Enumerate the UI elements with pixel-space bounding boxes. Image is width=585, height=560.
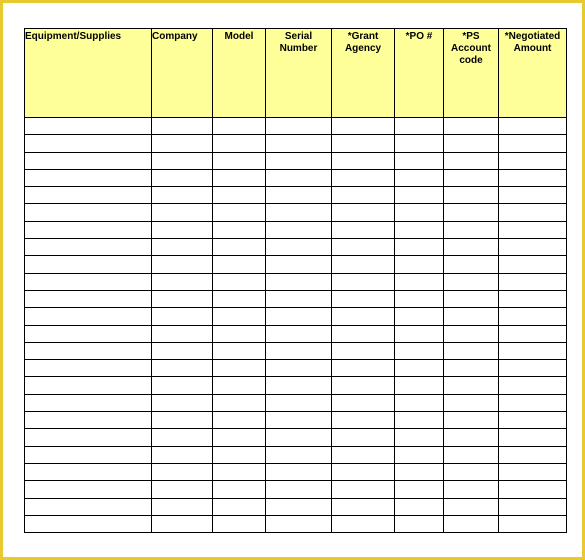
table-cell[interactable] — [499, 135, 567, 152]
table-cell[interactable] — [395, 325, 444, 342]
table-cell[interactable] — [395, 152, 444, 169]
column-header-equipment-supplies — [25, 29, 152, 118]
table-cell[interactable] — [266, 498, 332, 515]
table-cell[interactable] — [395, 273, 444, 290]
table-cell[interactable] — [332, 412, 395, 429]
table-cell[interactable] — [152, 152, 213, 169]
table-cell[interactable] — [499, 273, 567, 290]
table-cell[interactable] — [332, 187, 395, 204]
table-cell[interactable] — [332, 360, 395, 377]
table-cell[interactable] — [152, 498, 213, 515]
table-row — [25, 325, 567, 342]
table-cell[interactable] — [395, 239, 444, 256]
table-cell[interactable] — [499, 394, 567, 411]
table-cell[interactable] — [332, 446, 395, 463]
table-cell[interactable] — [444, 256, 499, 273]
column-header-company — [152, 29, 213, 118]
table-row — [25, 169, 567, 186]
table-cell[interactable] — [499, 169, 567, 186]
table-cell[interactable] — [152, 481, 213, 498]
table-cell[interactable] — [152, 463, 213, 480]
table-cell[interactable] — [332, 463, 395, 480]
table-cell[interactable] — [499, 239, 567, 256]
table-row — [25, 515, 567, 532]
table-row — [25, 412, 567, 429]
table-cell[interactable] — [25, 446, 152, 463]
table-cell[interactable] — [332, 221, 395, 238]
table-cell[interactable] — [266, 239, 332, 256]
table-cell[interactable] — [499, 498, 567, 515]
table-cell[interactable] — [213, 187, 266, 204]
table-cell[interactable] — [213, 342, 266, 359]
table-cell[interactable] — [266, 429, 332, 446]
table-cell[interactable] — [444, 515, 499, 532]
table-cell[interactable] — [444, 377, 499, 394]
table-cell[interactable] — [213, 239, 266, 256]
table-cell[interactable] — [444, 481, 499, 498]
table-cell[interactable] — [444, 342, 499, 359]
column-header-label: *PO # — [405, 31, 433, 42]
table-cell[interactable] — [25, 239, 152, 256]
table-cell[interactable] — [152, 239, 213, 256]
table-cell[interactable] — [395, 394, 444, 411]
table-cell[interactable] — [395, 412, 444, 429]
table-cell[interactable] — [266, 463, 332, 480]
table-cell[interactable] — [152, 308, 213, 325]
table-cell[interactable] — [444, 118, 499, 135]
table-row — [25, 152, 567, 169]
table-row — [25, 429, 567, 446]
table-cell[interactable] — [152, 221, 213, 238]
table-row — [25, 308, 567, 325]
table-cell[interactable] — [152, 273, 213, 290]
table-cell[interactable] — [444, 463, 499, 480]
table-cell[interactable] — [266, 342, 332, 359]
table-cell[interactable] — [444, 239, 499, 256]
table-cell[interactable] — [25, 152, 152, 169]
column-header-ps-account-code — [444, 29, 499, 118]
table-cell[interactable] — [332, 481, 395, 498]
table-cell[interactable] — [213, 481, 266, 498]
table-cell[interactable] — [395, 135, 444, 152]
table-cell[interactable] — [395, 515, 444, 532]
table-row — [25, 463, 567, 480]
table-cell[interactable] — [395, 118, 444, 135]
table-cell[interactable] — [266, 273, 332, 290]
table-cell[interactable] — [332, 169, 395, 186]
table-cell[interactable] — [266, 412, 332, 429]
table-cell[interactable] — [332, 204, 395, 221]
table-cell[interactable] — [213, 169, 266, 186]
table-cell[interactable] — [395, 360, 444, 377]
table-cell[interactable] — [332, 498, 395, 515]
table-cell[interactable] — [499, 308, 567, 325]
table-cell[interactable] — [499, 152, 567, 169]
table-cell[interactable] — [499, 256, 567, 273]
table-cell[interactable] — [395, 463, 444, 480]
table-cell[interactable] — [25, 273, 152, 290]
table-cell[interactable] — [213, 412, 266, 429]
table-row — [25, 221, 567, 238]
table-cell[interactable] — [332, 308, 395, 325]
table-cell[interactable] — [332, 135, 395, 152]
table-row — [25, 290, 567, 307]
table-cell[interactable] — [213, 204, 266, 221]
table-cell[interactable] — [332, 429, 395, 446]
table-cell[interactable] — [213, 394, 266, 411]
table-cell[interactable] — [25, 256, 152, 273]
table-cell[interactable] — [395, 169, 444, 186]
table-cell[interactable] — [444, 412, 499, 429]
table-cell[interactable] — [395, 446, 444, 463]
table-cell[interactable] — [395, 187, 444, 204]
table-row — [25, 498, 567, 515]
table-cell[interactable] — [213, 118, 266, 135]
table-cell[interactable] — [25, 135, 152, 152]
table-cell[interactable] — [152, 429, 213, 446]
table-cell[interactable] — [152, 412, 213, 429]
table-row — [25, 256, 567, 273]
column-header-negotiated-amount — [499, 29, 567, 118]
table-row — [25, 187, 567, 204]
table-cell[interactable] — [499, 481, 567, 498]
table-cell[interactable] — [499, 429, 567, 446]
table-cell[interactable] — [499, 325, 567, 342]
table-cell[interactable] — [152, 394, 213, 411]
table-cell[interactable] — [266, 446, 332, 463]
table-cell[interactable] — [213, 446, 266, 463]
table-cell[interactable] — [444, 308, 499, 325]
table-cell[interactable] — [25, 169, 152, 186]
table-cell[interactable] — [499, 118, 567, 135]
table-cell[interactable] — [213, 273, 266, 290]
table-cell[interactable] — [444, 429, 499, 446]
table-cell[interactable] — [25, 221, 152, 238]
table-cell[interactable] — [395, 377, 444, 394]
table-cell[interactable] — [213, 377, 266, 394]
table-cell[interactable] — [213, 256, 266, 273]
table-cell[interactable] — [152, 135, 213, 152]
table-cell[interactable] — [152, 377, 213, 394]
table-cell[interactable] — [444, 498, 499, 515]
table-cell[interactable] — [266, 169, 332, 186]
table-cell[interactable] — [332, 342, 395, 359]
table-cell[interactable] — [25, 342, 152, 359]
table-row — [25, 342, 567, 359]
table-cell[interactable] — [332, 118, 395, 135]
table-cell[interactable] — [395, 498, 444, 515]
column-header-label: Equipment/Supplies — [25, 31, 122, 42]
column-header-label: Company — [152, 31, 198, 42]
table-cell[interactable] — [332, 152, 395, 169]
table-cell[interactable] — [444, 204, 499, 221]
table-cell[interactable] — [152, 204, 213, 221]
table-cell[interactable] — [332, 256, 395, 273]
table-cell[interactable] — [395, 256, 444, 273]
table-cell[interactable] — [25, 204, 152, 221]
table-cell[interactable] — [152, 515, 213, 532]
table-cell[interactable] — [499, 446, 567, 463]
table-cell[interactable] — [266, 118, 332, 135]
table-cell[interactable] — [266, 290, 332, 307]
table-cell[interactable] — [25, 412, 152, 429]
table-cell[interactable] — [332, 394, 395, 411]
table-cell[interactable] — [25, 290, 152, 307]
table-cell[interactable] — [332, 239, 395, 256]
table-cell[interactable] — [213, 515, 266, 532]
table-cell[interactable] — [25, 360, 152, 377]
table-cell[interactable] — [213, 135, 266, 152]
table-cell[interactable] — [332, 290, 395, 307]
table-cell[interactable] — [152, 256, 213, 273]
table-cell[interactable] — [213, 463, 266, 480]
table-cell[interactable] — [25, 394, 152, 411]
table-cell[interactable] — [213, 221, 266, 238]
table-cell[interactable] — [266, 394, 332, 411]
table-cell[interactable] — [25, 118, 152, 135]
table-cell[interactable] — [213, 308, 266, 325]
table-cell[interactable] — [444, 446, 499, 463]
table-cell[interactable] — [25, 498, 152, 515]
table-cell[interactable] — [213, 429, 266, 446]
table-cell[interactable] — [266, 152, 332, 169]
table-cell[interactable] — [395, 221, 444, 238]
table-cell[interactable] — [213, 152, 266, 169]
table-cell[interactable] — [266, 135, 332, 152]
table-cell[interactable] — [332, 515, 395, 532]
column-header-label: Model — [224, 31, 254, 42]
table-cell[interactable] — [266, 325, 332, 342]
table-cell[interactable] — [395, 342, 444, 359]
table-cell[interactable] — [499, 515, 567, 532]
table-cell[interactable] — [152, 360, 213, 377]
table-cell[interactable] — [332, 377, 395, 394]
column-header-label: *Negotiated Amount — [504, 31, 561, 54]
table-cell[interactable] — [152, 187, 213, 204]
table-cell[interactable] — [266, 515, 332, 532]
table-cell[interactable] — [444, 169, 499, 186]
table-cell[interactable] — [213, 290, 266, 307]
table-cell[interactable] — [395, 290, 444, 307]
table-cell[interactable] — [25, 429, 152, 446]
table-cell[interactable] — [266, 187, 332, 204]
table-cell[interactable] — [266, 481, 332, 498]
table-cell[interactable] — [25, 481, 152, 498]
equipment-inventory-table — [24, 28, 567, 533]
table-cell[interactable] — [499, 221, 567, 238]
table-row — [25, 481, 567, 498]
table-cell[interactable] — [444, 394, 499, 411]
table-row — [25, 118, 567, 135]
table-cell[interactable] — [499, 290, 567, 307]
column-header-serial-number — [266, 29, 332, 118]
column-header-label: *PS Account code — [451, 31, 491, 66]
table-cell[interactable] — [499, 342, 567, 359]
table-cell[interactable] — [266, 221, 332, 238]
table-cell[interactable] — [25, 515, 152, 532]
table-row — [25, 446, 567, 463]
table-cell[interactable] — [395, 429, 444, 446]
table-row — [25, 135, 567, 152]
table-cell[interactable] — [25, 463, 152, 480]
table-cell[interactable] — [152, 290, 213, 307]
column-header-model — [213, 29, 266, 118]
column-header-label: Serial Number — [279, 31, 318, 54]
table-cell[interactable] — [499, 204, 567, 221]
table-cell[interactable] — [266, 360, 332, 377]
table-cell[interactable] — [444, 152, 499, 169]
table-cell[interactable] — [213, 325, 266, 342]
table-cell[interactable] — [213, 360, 266, 377]
table-cell[interactable] — [152, 446, 213, 463]
table-row — [25, 394, 567, 411]
header-row — [25, 29, 567, 118]
table-cell[interactable] — [332, 273, 395, 290]
table-cell[interactable] — [152, 325, 213, 342]
table-cell[interactable] — [266, 377, 332, 394]
table-cell[interactable] — [395, 204, 444, 221]
table-cell[interactable] — [25, 325, 152, 342]
table-cell[interactable] — [499, 463, 567, 480]
table-cell[interactable] — [444, 135, 499, 152]
table-cell[interactable] — [152, 342, 213, 359]
table-cell[interactable] — [25, 187, 152, 204]
table-cell[interactable] — [266, 204, 332, 221]
table-cell[interactable] — [499, 360, 567, 377]
table-body — [25, 118, 567, 533]
table-cell[interactable] — [152, 118, 213, 135]
table-cell[interactable] — [266, 308, 332, 325]
table-cell[interactable] — [266, 256, 332, 273]
table-row — [25, 204, 567, 221]
table-cell[interactable] — [213, 498, 266, 515]
table-cell[interactable] — [25, 308, 152, 325]
column-header-label: *Grant Agency — [344, 31, 382, 54]
table-row — [25, 377, 567, 394]
table-cell[interactable] — [499, 377, 567, 394]
table-cell[interactable] — [152, 169, 213, 186]
table-cell[interactable] — [444, 273, 499, 290]
table-cell[interactable] — [499, 412, 567, 429]
table-cell[interactable] — [444, 325, 499, 342]
table-row — [25, 239, 567, 256]
column-header-po-number — [395, 29, 444, 118]
table-row — [25, 360, 567, 377]
table-cell[interactable] — [499, 187, 567, 204]
table-cell[interactable] — [395, 481, 444, 498]
table-cell[interactable] — [25, 377, 152, 394]
table-cell[interactable] — [332, 325, 395, 342]
table-row — [25, 273, 567, 290]
table-cell[interactable] — [444, 360, 499, 377]
column-header-grant-agency — [332, 29, 395, 118]
table-cell[interactable] — [444, 290, 499, 307]
table-cell[interactable] — [444, 187, 499, 204]
table-cell[interactable] — [444, 221, 499, 238]
table-cell[interactable] — [395, 308, 444, 325]
